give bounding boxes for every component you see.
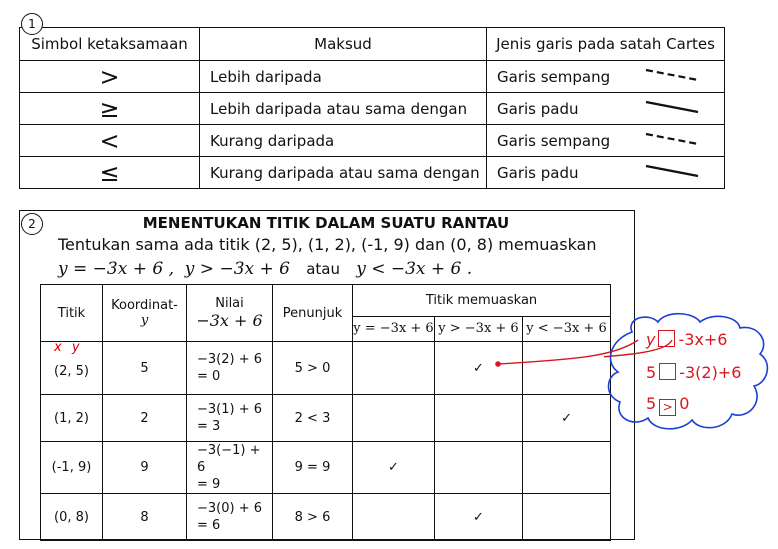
- header-titik: Titik: [41, 285, 103, 342]
- section-1-number: 1: [21, 13, 43, 35]
- filled-box-icon: >: [659, 399, 676, 416]
- solid-line-icon: [644, 164, 700, 178]
- mark-greater: ✓: [435, 342, 523, 395]
- header-penunjuk: Penunjuk: [273, 285, 353, 342]
- calc-line: −3(−1) + 6: [197, 443, 261, 475]
- blank-box-icon: [659, 363, 676, 380]
- question-text: Tentukan sama ada titik (2, 5), (1, 2), (-1, 9) dan (0, 8) memuaskan: [58, 235, 597, 254]
- calc-result: = 6: [197, 518, 221, 533]
- solid-line-icon: [644, 100, 700, 114]
- mark-equal: ✓: [353, 442, 435, 494]
- anno-2-left: 5: [646, 363, 657, 382]
- subheader-less: y < −3x + 6: [523, 316, 611, 341]
- dashed-line-icon: [644, 68, 700, 82]
- anno-3-left: 5: [646, 394, 657, 413]
- titik-cell: (2, 5): [41, 342, 103, 395]
- calc-result: = 9: [197, 477, 221, 492]
- point-check-table: [40, 284, 611, 541]
- handwritten-xy-label: x y: [54, 340, 83, 355]
- header-nilai: [187, 285, 273, 342]
- greater-equal-symbol: ≥: [99, 94, 120, 123]
- less-than-symbol: <: [99, 126, 120, 155]
- nilai-cell: [187, 494, 273, 541]
- mark-less: ✓: [523, 395, 611, 442]
- table-row: [41, 442, 611, 494]
- nilai-cell: [187, 442, 273, 494]
- equation-greater: y > −3x + 6: [184, 259, 290, 279]
- meaning-cell: Kurang daripada: [200, 125, 487, 157]
- table-row: [41, 494, 611, 541]
- line-type-cell: Garis sempang: [497, 131, 611, 150]
- mark-less: [523, 494, 611, 541]
- header-koordinat: [103, 285, 187, 342]
- mark-less: [523, 442, 611, 494]
- annotation-line-2: [646, 363, 741, 382]
- penunjuk-cell: 8 > 6: [273, 494, 353, 541]
- mark-greater: ✓: [435, 494, 523, 541]
- inequality-list: [58, 259, 472, 279]
- mark-greater: [435, 395, 523, 442]
- header-nilai-expr: −3x + 6: [196, 311, 263, 330]
- mark-equal: [353, 494, 435, 541]
- annotation-line-1: [646, 330, 727, 349]
- header-koordinat-var: y: [140, 313, 149, 328]
- anno-3-right: 0: [679, 394, 690, 413]
- anno-2-right: -3(2)+6: [679, 363, 742, 382]
- y-cell: 8: [103, 494, 187, 541]
- y-cell: 5: [103, 342, 187, 395]
- mark-equal: [353, 395, 435, 442]
- header-symbol: Simbol ketaksamaan: [20, 28, 200, 61]
- penunjuk-cell: 5 > 0: [273, 342, 353, 395]
- header-memuaskan: Titik memuaskan: [353, 285, 611, 317]
- dashed-line-icon: [644, 132, 700, 146]
- titik-cell: (0, 8): [41, 494, 103, 541]
- calc-result: = 3: [197, 419, 221, 434]
- table-row: [41, 395, 611, 442]
- header-meaning: Maksud: [200, 28, 487, 61]
- header-line-type: Jenis garis pada satah Cartes: [487, 28, 725, 61]
- table-row: [20, 125, 725, 157]
- word-atau: atau: [306, 260, 340, 278]
- mark-greater: [435, 442, 523, 494]
- line-type-cell: Garis padu: [497, 163, 579, 182]
- inequality-symbols-table: [19, 27, 725, 189]
- mark-equal: [353, 342, 435, 395]
- calc-result: = 0: [197, 369, 221, 384]
- titik-cell: (-1, 9): [41, 442, 103, 494]
- titik-cell: (1, 2): [41, 395, 103, 442]
- greater-than-symbol: >: [99, 62, 120, 91]
- meaning-cell: Lebih daripada: [200, 61, 487, 93]
- blank-box-icon: [658, 330, 675, 347]
- subheader-greater: y > −3x + 6: [435, 316, 523, 341]
- table-header-row: [41, 285, 611, 317]
- header-koordinat-label: Koordinat-: [111, 298, 178, 313]
- nilai-cell: [187, 395, 273, 442]
- nilai-cell: [187, 342, 273, 395]
- y-cell: 9: [103, 442, 187, 494]
- penunjuk-cell: 2 < 3: [273, 395, 353, 442]
- equation-equal: y = −3x + 6 ,: [58, 259, 174, 279]
- header-nilai-label: Nilai: [215, 296, 244, 311]
- section-2-number: 2: [21, 213, 43, 235]
- subheader-equal: y = −3x + 6: [353, 316, 435, 341]
- section-2-title: MENENTUKAN TITIK DALAM SUATU RANTAU: [142, 214, 510, 232]
- line-type-cell: Garis sempang: [497, 67, 611, 86]
- table-row: [20, 61, 725, 93]
- anno-1-right: -3x+6: [678, 330, 728, 349]
- annotation-line-3: [646, 394, 689, 416]
- calc-line: −3(0) + 6: [197, 501, 263, 516]
- table-row: [20, 157, 725, 189]
- red-arrow: [490, 330, 640, 370]
- table-row: [20, 93, 725, 125]
- meaning-cell: Lebih daripada atau sama dengan: [200, 93, 487, 125]
- calc-line: −3(1) + 6: [197, 402, 263, 417]
- anno-1-left: y: [646, 330, 656, 349]
- equation-less: y < −3x + 6 .: [356, 259, 473, 279]
- line-type-cell: Garis padu: [497, 99, 579, 118]
- calc-line: −3(2) + 6: [197, 352, 263, 367]
- penunjuk-cell: 9 = 9: [273, 442, 353, 494]
- less-equal-symbol: ≤: [99, 158, 120, 187]
- y-cell: 2: [103, 395, 187, 442]
- table-header-row: [20, 28, 725, 61]
- meaning-cell: Kurang daripada atau sama dengan: [200, 157, 487, 189]
